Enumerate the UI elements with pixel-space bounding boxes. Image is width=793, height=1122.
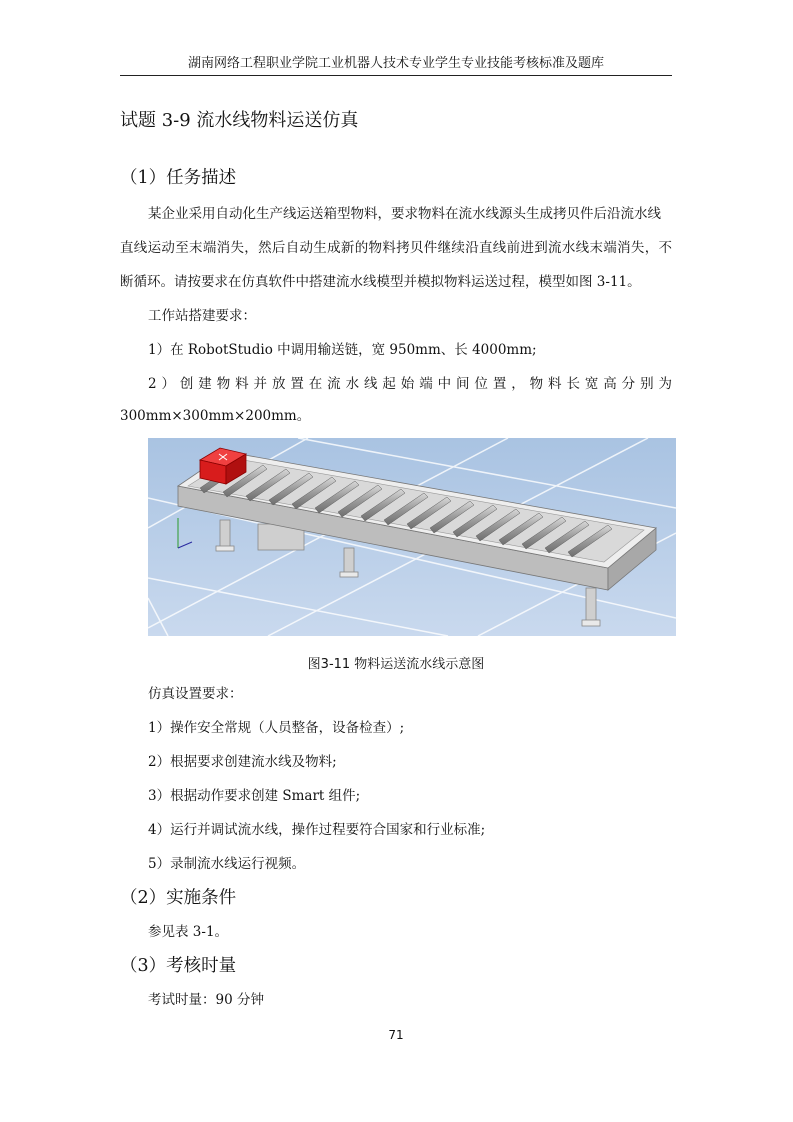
section-heading-duration: （3）考核时量: [120, 956, 237, 976]
workstation-req-2b: 300mm×300mm×200mm。: [120, 408, 311, 424]
workstation-req-2a: 2）创建物料并放置在流水线起始端中间位置，物料长宽高分别为: [148, 376, 672, 392]
sim-item-4: 4）运行并调试流水线，操作过程要符合国家和行业标准;: [148, 822, 486, 838]
task-para-line1: 某企业采用自动化生产线运送箱型物料，要求物料在流水线源头生成拷贝件后沿流水线: [148, 206, 661, 222]
page-number: 71: [388, 1028, 404, 1042]
task-para-line2: 直线运动至末端消失，然后自动生成新的物料拷贝件继续沿直线前进到流水线末端消失，不: [120, 240, 672, 256]
sim-requirements-label: 仿真设置要求：: [148, 686, 243, 702]
task-para-line3: 断循环。请按要求在仿真软件中搭建流水线模型并模拟物料运送过程，模型如图 3-11。: [120, 274, 641, 290]
question-title: 试题 3-9 流水线物料运送仿真: [120, 110, 359, 131]
sim-item-2: 2）根据要求创建流水线及物料;: [148, 754, 337, 770]
conditions-text: 参见表 3-1。: [148, 924, 229, 940]
conveyor-figure: [148, 438, 676, 636]
sim-item-5: 5）录制流水线运行视频。: [148, 856, 306, 872]
conveyor-illustration: [148, 438, 676, 636]
sim-item-3: 3）根据动作要求创建 Smart 组件;: [148, 788, 361, 804]
duration-text: 考试时量：90 分钟: [148, 992, 264, 1008]
sim-item-1: 1）操作安全常规（人员整备，设备检查）;: [148, 720, 405, 736]
workstation-req-1: 1）在 RobotStudio 中调用输送链，宽 950mm、长 4000mm;: [148, 342, 537, 358]
page-header: 湖南网络工程职业学院工业机器人技术专业学生专业技能考核标准及题库: [120, 52, 672, 76]
figure-caption: 图3-11 物料运送流水线示意图: [307, 657, 485, 672]
workstation-label: 工作站搭建要求：: [148, 308, 256, 324]
section-heading-conditions: （2）实施条件: [120, 888, 237, 908]
section-heading-task: （1）任务描述: [120, 168, 237, 188]
